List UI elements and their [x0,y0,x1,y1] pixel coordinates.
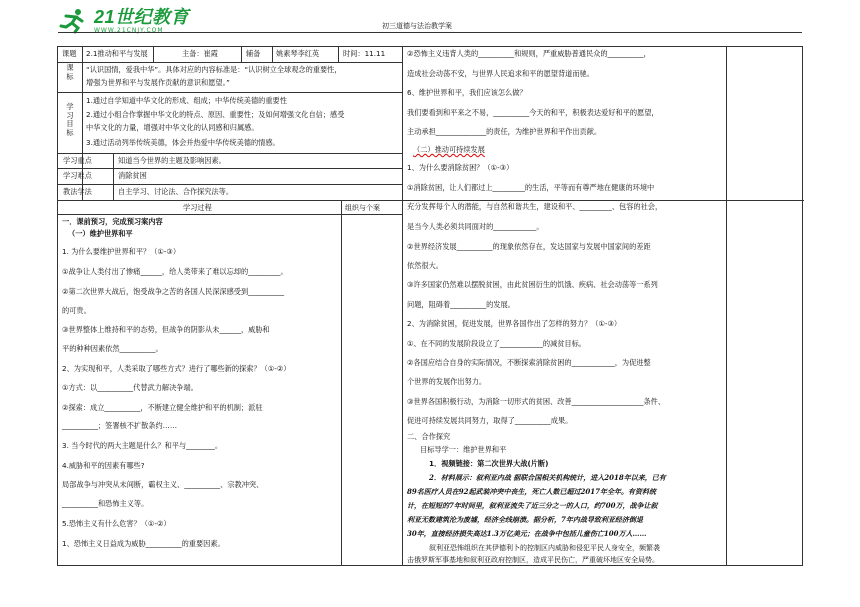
difficulty-text: 消除贫困 [118,171,147,180]
guide-goal-1: 目标导学一：维护世界和平 [420,445,507,454]
method-text: 自主学习、讨论法、合作探究法等。 [118,187,234,196]
material-line-6: 叙利亚恐怖组织在其伊德利卜的控制区内威胁和侵犯平民人身安全，频繁袭 [429,544,660,552]
goal-line-4: 3.通过活动列举传统美德，体会并热爱中华传统美德的情感。 [86,138,280,147]
poverty-q2-item-3b: 促进可持续发展共同努力，取得了__________成果。 [407,416,573,425]
poverty-q1-item-1c: 是当今人类必须共同面对的____________。 [407,222,544,231]
question-2: 2、为实现和平，人类采取了哪些方式？进行了哪些新的探索？（①-②） [62,364,291,373]
topic-value: 2.1推动和平与发展 [86,49,148,58]
logo-subtext: WWW.21CNJY.COM [94,27,164,34]
assist-teachers: 姚素琴李红英 [276,49,320,58]
poverty-q1-item-1a: ①消除贫困，让人们都过上_________的生活，平等而有尊严地在健康的环境中 [407,183,655,192]
poverty-q2-item-2b: 个世界的发展作出努力。 [407,377,487,386]
material-line-3: 计，在短短的7年时间里，叙利亚流失了近三分之一的人口，约700万，战争让叙 [407,501,658,510]
key-points-label: 学习重点 [63,156,92,165]
r-item-1a: ②恐怖主义违背人类的__________和规则，严重威胁普通民众的__________， [407,49,651,58]
material-line-4: 利亚无数建筑沦为废墟，经济全线崩溃。据分析，7年内战导致利亚经济倒退 [407,515,643,524]
section-peace: （一）维护世界和平 [68,229,133,238]
goals-label: 学习目标 [66,102,74,137]
poverty-q1-item-2a: ②世界经济发展__________的现象依然存在，发达国家与发展中国家间的差距 [407,242,651,251]
q2-item-2a: ②探索：成立__________，不断建立健全维护和平的机制；派驻 [62,403,263,412]
q4-item-1b: __________和恐怖主义等。 [62,499,149,508]
q1-item-1: ①战争让人类付出了惨痛______，给人类带来了难以忘却的_________。 [62,267,288,276]
method-label: 教法学法 [63,187,92,196]
lesson-table [57,46,803,566]
site-logo [58,8,189,34]
poverty-question-2: 2、为消除贫困，促进发展，世界各国作出了怎样的努力？（①-③） [407,319,622,328]
poverty-q1-item-1b: 充分发挥每个人的潜能，与自然和谐共生，建设和平、_________、包容的社会， [407,202,663,211]
center-divider [402,47,403,565]
q2-item-2b: __________；签署核不扩散条约…… [62,421,178,430]
material-line-2: 89名医疗人员在92起武装冲突中丧生，死亡人数已超过2017年全年。有资料统 [407,487,656,496]
right-column-divider [726,47,727,565]
q5-item-1: 1、恐怖主义日益成为威胁__________的重要因素。 [62,539,225,548]
q6-item-a: 我们要看到和平来之不易，__________今天的和平，积极表达爱好和平的愿望， [407,108,659,117]
q6-item-b: 主动承担______________的责任，为维护世界和平作出贡献。 [407,127,602,136]
goal-line-1: 1.通过自学知道中华文化的形成、组成；中华传统美德的重要性 [86,96,287,105]
poverty-q1-item-3a: ③许多国家仍然难以摆脱贫困，由此贫困衍生的饥饿、疾病、社会动荡等一系列 [407,280,658,289]
org-column-header: 组织与个案 [345,204,380,212]
header-divider [58,32,802,33]
q1-item-2b: 的可贵。 [62,306,91,315]
section-inquiry: 二、合作探究 [407,432,451,441]
time-label: 时间：11.11 [343,49,386,58]
standard-line-1: “认识国情，爱我中华”。具体对应的内容标准是：“认识树立全球观念的重要性， [86,65,342,74]
r-item-1b: 造成社会动荡不安，与世界人民追求和平的愿望背道而驰。 [407,69,594,78]
question-3: 3. 当今时代的两大主题是什么？和平与________。 [62,441,223,450]
logo-text: 21世纪教育 [94,7,190,27]
difficulty-label: 学习难点 [63,171,92,180]
section-preview: 一．课前预习，完成预习案内容 [62,217,163,226]
assist-label: 辅备 [246,49,261,58]
goal-line-3: 中华文化的力量，增强对中华文化的认同感和归属感。 [86,123,259,132]
document-title: 初三道德与法治教学案 [382,22,452,30]
q1-item-3b: 平的种种因素依然__________。 [62,344,163,353]
q2-item-1: ①方式：以__________代替武力解决争端。 [62,383,198,392]
poverty-q2-item-3a: ③世界各国积极行动，为消除一切形式的贫困、改善____________________条件、 [407,397,666,406]
question-6: 6、维护世界和平，我们应该怎么做？ [407,88,527,97]
question-4: 4.威胁和平的因素有哪些? [62,461,145,470]
question-5: 5.恐怖主义有什么危害？（①-②） [62,519,171,528]
q4-item-1a: 局部战争与冲突从未间断，霸权主义、__________、宗教冲突、 [62,480,264,489]
poverty-q1-item-3b: 问题，阻碍着__________的发展。 [407,300,515,309]
running-figure-icon [58,8,88,34]
goal-line-2: 2.通过小组合作掌握中华文化的特点、原因、重要性；及如何增强文化自信；感受 [86,110,345,119]
material-line-1: 2．材料展示：叙利亚内战 据联合国相关机构统计，进入2018年以来，已有 [429,473,666,482]
lead-teacher: 主备：崔霞 [182,49,218,58]
poverty-q2-item-1: ①、在不同的发展阶段设立了____________的减贫目标。 [407,339,586,348]
standard-line-2: 增强为世界和平与发展作贡献的意识和愿望。” [86,78,230,87]
poverty-question-1: 1、为什么要消除贫困？（①-③） [407,163,514,172]
material-line-7: 击俄罗斯军事基地和叙利亚政府控制区，造成平民伤亡，严重破坏地区安全局势。 [407,556,659,564]
poverty-q1-item-2b: 依然很大。 [407,261,443,270]
process-column-header: 学习过程 [183,203,212,212]
poverty-q2-item-2a: ②各国应结合自身的实际情况，不断探索消除贫困的____________，为促进整 [407,358,651,367]
material-line-5: 30年，直接经济损失高达1.3万亿美元；在战争中包括儿童伤亡100万人…… [407,529,647,538]
q1-item-3a: ③世界整体上维持和平的态势，但战争的阴影从未______，威胁和 [62,325,270,334]
question-1: 1. 为什么要维护世界和平？（①-③） [62,247,181,256]
video-link: 1．视频链接：第二次世界大战(片断) [429,459,549,468]
topic-label: 课题 [62,49,77,58]
q1-item-2a: ②第二次世界大战后，饱受战争之苦的各国人民深深感受到__________ [62,287,285,296]
section-sustainable: （二）推动可持续发展 [413,145,485,154]
key-points-text: 知道当今世界的主题及影响因素。 [118,156,226,165]
standard-label: 课标 [66,63,74,81]
